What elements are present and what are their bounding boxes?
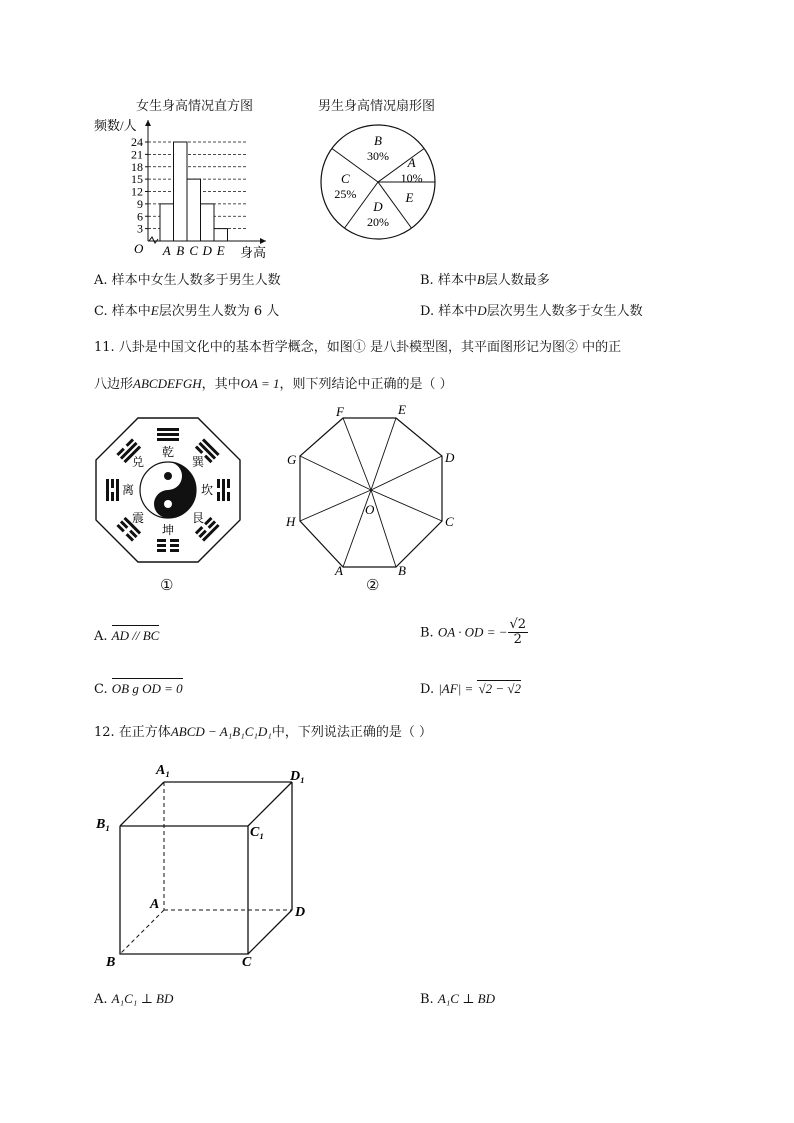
x-axis-arrow [260,238,266,244]
bar [201,204,215,241]
x-tick-label: E [216,243,225,258]
y-tick-label: 15 [131,172,143,187]
vertex-label-c: C [242,955,252,970]
vertex-label-b1: B₁ [96,817,111,832]
q11-stem-line1: 11. 八卦是中国文化中的基本哲学概念，如图① 是八卦模型图，其平面图形记为图② 中的正 [94,340,622,355]
y-axis-arrow [145,120,151,126]
option-label: C. [94,682,108,697]
histogram-title: 女生身高情况直方图 [136,99,254,114]
option-text: 层人数最多 [484,273,550,288]
bagua-label-zhen: 震 [131,511,145,525]
vertex-label-a1: A₁ [156,763,171,778]
y-axis-label: 频数/人 [94,118,137,133]
bagua-figure [92,414,244,566]
slice-percent: 20% [367,215,389,230]
axis-break [149,237,158,243]
bar [174,142,188,241]
option-formula: OB g OD = 0 [111,681,183,696]
option-label: B. [420,625,434,641]
vertex-label-f: F [336,404,344,419]
vertex-label-c: C [445,514,454,529]
x-tick-label: A [162,243,171,258]
pie-title: 男生身高情况扇形图 [318,99,436,114]
fraction [508,618,529,648]
vertex-label-b: B [398,563,406,578]
q11-stem-line2 [94,373,453,392]
stem-text: ，则下列结论中正确的是（ ） [279,377,453,392]
cube-name: ABCD − A₁B₁C₁D₁ [170,724,272,739]
y-tick-label: 6 [137,209,143,224]
stem-text: 中，下列说法正确的是（ ） [271,725,432,740]
q10-option-d[interactable] [420,300,643,319]
y-tick-label: 24 [131,135,143,149]
option-formula: A₁C₁ ⊥ BD [111,991,174,1006]
option-formula: AD // BC [111,628,160,643]
option-text: C. 样本中 [94,304,151,319]
fraction-denominator: 2 [513,632,522,648]
center-label-o: O [365,502,375,517]
stem-text: ，其中 [201,377,241,392]
option-label: D. [420,682,435,697]
bagua-label-kan: 坎 [200,483,214,497]
stem-text: 八边形 [94,377,134,392]
option-var: E [150,303,159,318]
origin-label: O [134,241,144,256]
vertex-label-c1: C₁ [250,825,265,840]
q12-option-b[interactable] [420,991,495,1007]
y-tick-label: 12 [131,184,143,199]
octagon-figure [280,400,460,582]
bar [214,229,228,241]
option-formula: OA · OD = − [437,624,508,640]
trigram-icon [157,428,179,441]
polygon-name: ABCDEFGH [133,376,202,391]
vertex-label-b: B [106,955,116,970]
stem-text: 12. 在正方体 [94,725,171,740]
yin-yang-icon [140,462,196,518]
vertex-label-d: D [445,450,455,465]
slice-label: D [373,199,383,215]
option-label: B. [420,992,434,1007]
q10-option-a[interactable]: A. 样本中女生人数多于男生人数 [94,273,281,288]
x-tick-label: C [189,243,199,258]
option-formula: |AF| = [438,681,474,696]
option-var: B [476,272,485,287]
figure-2-caption: ② [366,576,380,594]
x-tick-label: B [176,243,185,258]
bagua-label-dui: 兑 [131,455,145,469]
option-text: D. 样本中 [420,304,478,319]
vertex-label-g: G [287,452,297,467]
x-axis-label: 身高 [240,245,267,260]
bar [160,204,174,241]
histogram-chart [90,112,280,262]
trigram-icon [106,479,119,501]
vertex-label-e: E [398,402,406,417]
figure-1-caption: ① [160,576,174,594]
option-label: A. [94,992,108,1007]
option-label: A. [94,629,108,644]
slice-label: A [407,155,416,171]
trigram-icon [217,479,230,501]
option-var: D [477,303,487,318]
y-tick-label: 3 [137,221,143,236]
octagon-shape [300,418,442,567]
q12-stem [94,721,432,740]
bar [187,179,201,241]
q10-option-c[interactable] [94,300,279,319]
bagua-label-kun: 坤 [161,523,175,537]
slice-label: C [341,171,350,187]
bagua-label-xun: 巽 [191,455,205,469]
slice-percent: 30% [367,148,389,163]
slice-label: B [374,132,382,148]
equation: OA = 1 [240,376,280,391]
slice-label: E [405,190,414,206]
vertex-label-a: A [150,897,160,912]
q11-option-c[interactable] [94,681,183,697]
vertex-label-d1: D₁ [290,769,305,784]
q11-option-d[interactable] [420,681,521,697]
option-radical: √2 − √2 [478,681,521,696]
q11-option-b[interactable] [420,618,528,648]
slice-percent: 10% [400,171,423,186]
vertex-label-a: A [335,563,343,578]
x-tick-label: D [202,243,212,258]
vertex-label-h: H [286,514,296,529]
bagua-label-li: 离 [121,483,135,497]
option-text: 层次男生人数多于女生人数 [486,304,643,319]
fraction-numerator: √2 [509,617,527,632]
bagua-label-qian: 乾 [161,445,175,459]
option-text: 层次男生人数为 6 人 [158,304,280,319]
cube-solid-edges [120,782,292,954]
q10-option-b[interactable] [420,269,550,288]
q11-option-a[interactable] [94,628,159,644]
vertex-label-d: D [295,905,306,920]
y-tick-label: 9 [137,196,143,211]
trigram-icon [157,539,179,552]
option-formula: A₁C ⊥ BD [437,991,496,1006]
cube-figure [92,758,322,972]
y-tick-label: 18 [131,159,143,174]
bagua-label-gen: 艮 [191,511,205,525]
pie-chart [316,120,440,244]
option-text: B. 样本中 [420,273,477,288]
y-tick-label: 21 [131,147,143,162]
slice-percent: 25% [334,187,357,202]
q12-option-a[interactable] [94,991,173,1007]
